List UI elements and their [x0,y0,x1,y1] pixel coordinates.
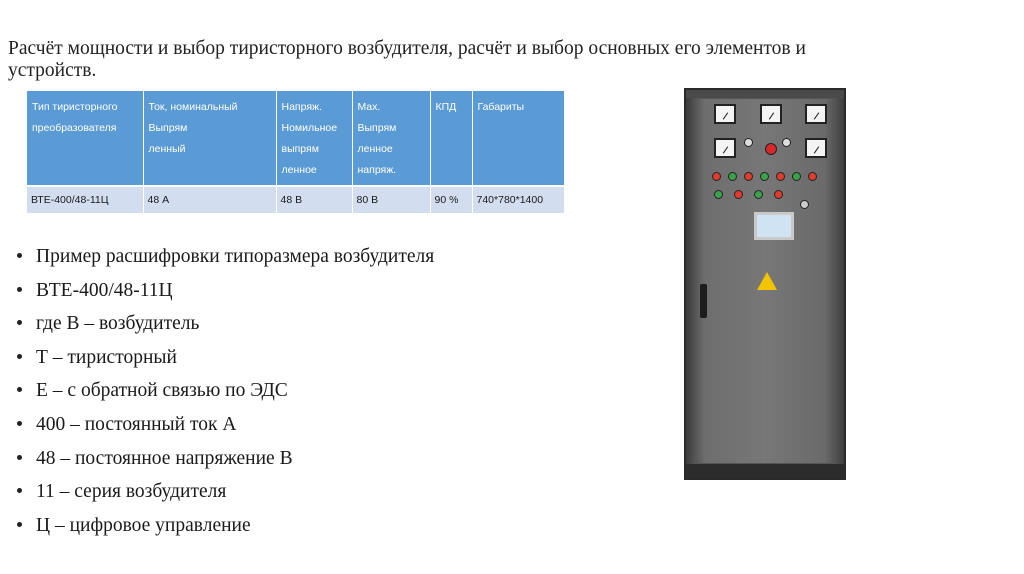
indicator-lamp-icon [792,172,801,181]
gauge-icon [760,104,782,124]
cell-dimensions: 740*780*1400 [472,186,564,213]
emergency-stop-icon [765,143,777,155]
indicator-lamp-icon [754,190,763,199]
header-line: ленное [357,143,393,155]
bullet-icon [17,354,22,359]
list-item-text: Ц – цифровое управление [36,514,251,536]
header-line: Номильное [281,122,338,134]
slide-title: Расчёт мощности и выбор тиристорного возбудителя, расчёт и выбор основных его элементов и устройств. [8,38,806,81]
header-current [143,91,276,186]
cell-efficiency: 90 % [430,186,472,213]
bullet-icon [17,253,22,258]
indicator-lamp-icon [782,138,791,147]
header-line: Max. [357,101,381,113]
header-line: КПД [435,101,457,113]
list-item-text: 48 – постоянное напряжение В [36,447,293,469]
header-line: Габариты [477,101,525,113]
bullet-icon [17,522,22,527]
header-line: напряж. [357,164,397,176]
indicator-lamp-icon [714,190,723,199]
indicator-lamp-icon [744,172,753,181]
cell-max-voltage: 80 В [352,186,430,213]
header-line: преобразователя [32,122,117,134]
list-item-text: Е – с обратной связью по ЭДС [36,380,288,402]
list-item [17,240,434,274]
list-item [17,341,434,375]
list-item [17,274,434,308]
cabinet-base [686,464,844,478]
list-item [17,307,434,341]
list-item-text: где В – возбудитель [36,313,200,335]
header-type [27,91,143,186]
cell-current: 48 А [143,186,276,213]
indicator-lamp-icon [776,172,785,181]
header-line: Выпрям [357,122,397,134]
gauge-icon [714,138,736,158]
list-item [17,408,434,442]
indicator-lamp-icon [744,138,753,147]
bullet-icon [17,287,22,292]
bullet-icon [17,387,22,392]
header-line: Тип тиристорного [32,101,118,113]
indicator-lamp-icon [712,172,721,181]
spec-table-header-row [27,91,564,186]
list-item [17,374,434,408]
header-max-voltage [352,91,430,186]
header-line: выпрям [281,143,319,155]
indicator-lamp-icon [728,172,737,181]
header-dimensions [472,91,564,186]
header-voltage [276,91,352,186]
header-line: ленный [148,143,186,155]
spec-table [27,91,565,213]
list-item-text: Т – тиристорный [36,346,177,368]
indicator-lamp-icon [774,190,783,199]
list-item-text: ВТЕ-400/48-11Ц [36,279,173,301]
selector-switch-icon [800,200,809,209]
cell-voltage: 48 В [276,186,352,213]
high-voltage-warning-icon [757,272,777,290]
list-item-text: 400 – постоянный ток А [36,413,237,435]
header-line: Напряж. [281,101,322,113]
door-handle-icon [700,284,707,318]
indicator-lamp-icon [760,172,769,181]
header-line: Ток, номинальный [148,101,238,113]
header-efficiency [430,91,472,186]
header-line: Выпрям [148,122,188,134]
bullet-icon [17,421,22,426]
list-item-text: 11 – серия возбудителя [36,481,227,503]
table-row [27,186,564,213]
header-line: ленное [281,164,317,176]
gauge-icon [714,104,736,124]
cabinet-top-strip [686,90,844,98]
indicator-lamp-icon [734,190,743,199]
operator-panel-screen [754,212,794,240]
bullet-icon [17,455,22,460]
bullet-list [17,240,434,542]
list-item [17,475,434,509]
list-item [17,442,434,476]
cell-type: ВТЕ-400/48-11Ц [27,186,143,213]
gauge-icon [805,104,827,124]
indicator-lamp-icon [808,172,817,181]
list-item-text: Пример расшифровки типоразмера возбудителя [36,246,435,267]
bullet-icon [17,320,22,325]
list-item [17,509,434,543]
bullet-icon [17,488,22,493]
gauge-icon [805,138,827,158]
